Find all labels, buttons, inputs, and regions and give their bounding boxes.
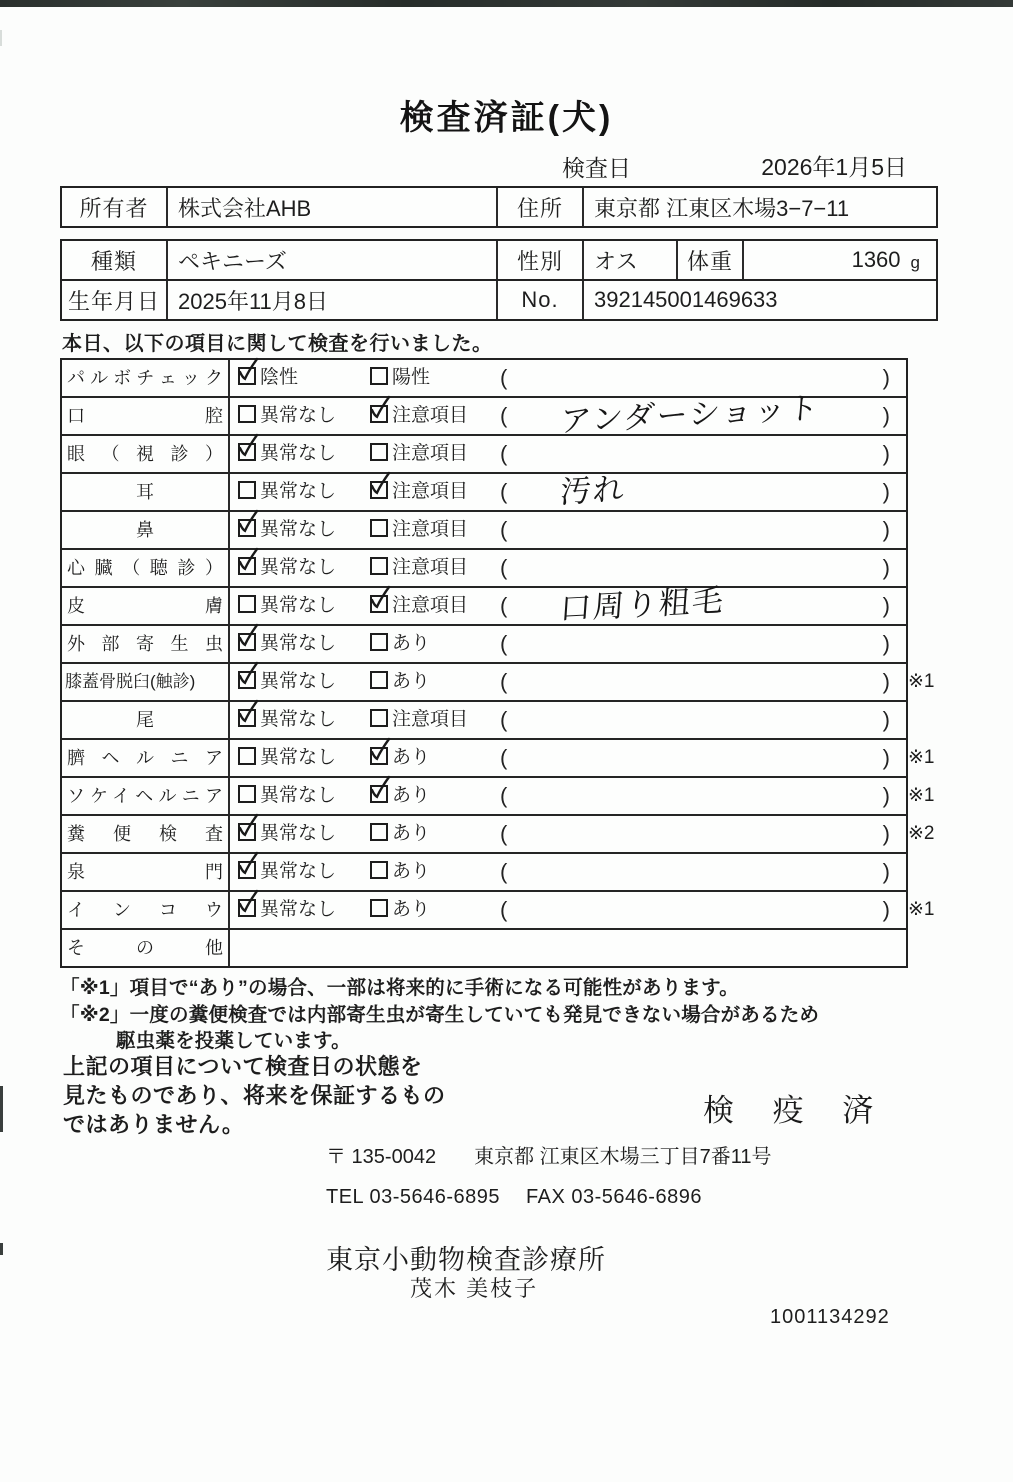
- checkbox-option-unchecked: [238, 778, 336, 814]
- checkbox-option-label: 異常なし: [260, 747, 337, 768]
- inspection-item-label: 糞便検査: [62, 816, 230, 852]
- checkbox-option-label: 異常なし: [260, 481, 337, 502]
- checkbox-option-checked: [238, 550, 336, 586]
- checkbox-icon: [370, 405, 388, 423]
- weight-value-cell: [742, 241, 936, 279]
- checkbox-option-checked: [238, 854, 336, 890]
- inspection-row: [62, 510, 906, 548]
- inspection-row: [62, 624, 906, 662]
- footnote-line: 駆虫薬を投薬しています。: [116, 1030, 351, 1052]
- checkbox-option-label: 注意項目: [392, 709, 469, 730]
- inspection-item-label: 耳: [62, 474, 230, 510]
- inspection-item-label: 外部寄生虫: [62, 626, 230, 662]
- checkbox-option-checked: [370, 588, 468, 624]
- checkbox-icon: [238, 443, 256, 461]
- note-paren-close: ): [882, 783, 890, 808]
- birthdate-label: 生年月日: [67, 288, 160, 314]
- disclaimer-line: 上記の項目について検査日の状態を: [63, 1054, 423, 1079]
- weight-label: 体重: [676, 241, 742, 279]
- note-paren-close: ): [882, 707, 890, 732]
- checkbox-option-checked: [238, 436, 336, 472]
- checkbox-option-unchecked: [370, 664, 430, 700]
- checkbox-option-unchecked: [370, 626, 430, 662]
- handwritten-check-icon: [236, 813, 261, 840]
- handwritten-note: 口周り粗毛: [558, 582, 727, 627]
- inspection-row: [62, 662, 935, 700]
- checkbox-icon: [370, 443, 388, 461]
- checkbox-option-label: 異常なし: [260, 785, 337, 806]
- checkbox-option-checked: [238, 664, 336, 700]
- handwritten-check-icon: [368, 471, 393, 498]
- inspection-item-label: 膝蓋骨脱臼(触診): [62, 664, 230, 700]
- clinic-fax: FAX 03-5646-6896: [526, 1186, 702, 1208]
- checkbox-icon: [238, 823, 256, 841]
- id-number-label: No.: [496, 281, 582, 319]
- note-paren-close: ): [882, 593, 890, 618]
- document-title: 検査済証(犬): [399, 99, 614, 137]
- handwritten-check-icon: [368, 775, 393, 802]
- checkbox-icon: [238, 785, 256, 803]
- note-paren-open: (: [500, 897, 508, 922]
- note-paren-close: ): [882, 669, 890, 694]
- sex-label: 性別: [496, 241, 582, 279]
- checkbox-icon: [370, 557, 388, 575]
- checkbox-option-label: 異常なし: [260, 709, 337, 730]
- inspection-row: [62, 434, 906, 472]
- checkbox-icon: [370, 709, 388, 727]
- checkbox-option-checked: [238, 626, 336, 662]
- checkbox-option-unchecked: [370, 436, 468, 472]
- checkbox-option-unchecked: [370, 550, 468, 586]
- checkbox-icon: [238, 595, 256, 613]
- checkbox-icon: [238, 633, 256, 651]
- inspection-row: [62, 890, 935, 928]
- clinic-postal-code: 〒 135-0042: [326, 1146, 437, 1168]
- note-paren-open: (: [500, 479, 508, 504]
- checkbox-option-label: 注意項目: [392, 519, 469, 540]
- checkbox-option-unchecked: [238, 474, 336, 510]
- inspection-row: [62, 548, 906, 586]
- checkbox-option-unchecked: [238, 740, 336, 776]
- weight-unit: g: [910, 253, 920, 272]
- checkbox-icon: [238, 405, 256, 423]
- checkbox-icon: [238, 899, 256, 917]
- checkbox-icon: [238, 367, 256, 385]
- checkbox-option-label: 異常なし: [260, 899, 337, 920]
- quarantine-stamp-text: 検 疫 済: [703, 1093, 889, 1128]
- checkbox-option-label: 異常なし: [260, 633, 337, 654]
- scan-artifact-edge-mark: [0, 1243, 3, 1255]
- checkbox-option-label: 注意項目: [392, 595, 469, 616]
- inspection-item-label: 眼（視診）: [62, 436, 230, 472]
- checkbox-icon: [238, 557, 256, 575]
- inspection-row: [62, 852, 906, 890]
- id-number-value: 392145001469633: [582, 281, 936, 319]
- checkbox-option-unchecked: [238, 588, 336, 624]
- checkbox-option-label: 注意項目: [392, 405, 469, 426]
- handwritten-note: アンダーショット: [558, 390, 822, 439]
- checkbox-option-label: 異常なし: [260, 405, 337, 426]
- inspection-item-label: 臍ヘルニア: [62, 740, 230, 776]
- checkbox-option-checked: [238, 892, 336, 928]
- exam-date-value: 2026年1月5日: [761, 154, 907, 180]
- note-paren-close: ): [882, 897, 890, 922]
- disclaimer-line: 見たものであり、将来を保証するもの: [63, 1083, 446, 1108]
- birthdate-value: 2025年11月8日: [166, 281, 496, 319]
- inspection-item-label: インコウ: [62, 892, 230, 928]
- inspection-row: [62, 738, 935, 776]
- handwritten-check-icon: [236, 433, 261, 460]
- inspection-item-label: 皮膚: [62, 588, 230, 624]
- checkbox-icon: [370, 861, 388, 879]
- address-value: 東京都 江東区木場3−7−11: [582, 188, 936, 226]
- inspection-table: [60, 358, 935, 968]
- scan-artifact-top-strip: [0, 0, 1013, 7]
- inspection-row: [62, 928, 906, 966]
- handwritten-check-icon: [236, 509, 261, 536]
- checkbox-icon: [370, 785, 388, 803]
- owner-value: 株式会社AHB: [166, 188, 496, 226]
- footnote-line: 「※2」一度の糞便検査では内部寄生虫が寄生していても発見できない場合があるため: [60, 1003, 820, 1026]
- disclaimer-line: ではありません。: [63, 1112, 245, 1137]
- note-paren-open: (: [500, 517, 508, 542]
- note-paren-open: (: [500, 745, 508, 770]
- breed-label: 種類: [90, 248, 137, 274]
- note-paren-close: ): [882, 821, 890, 846]
- note-paren-close: ): [882, 555, 890, 580]
- owner-label: 所有者: [79, 195, 149, 221]
- handwritten-check-icon: [236, 851, 261, 878]
- note-paren-close: ): [882, 365, 890, 390]
- checkbox-option-checked: [238, 360, 298, 396]
- inspection-row: [62, 700, 906, 738]
- inspection-item-label: パルボチェック: [62, 360, 230, 396]
- owner-table: [60, 186, 938, 228]
- checkbox-option-label: 注意項目: [392, 443, 469, 464]
- checkbox-option-checked: [370, 398, 468, 434]
- checkbox-icon: [370, 899, 388, 917]
- inspection-row: [62, 472, 906, 510]
- reference-mark: ※1: [908, 785, 935, 806]
- handwritten-check-icon: [236, 623, 261, 650]
- note-paren-open: (: [500, 783, 508, 808]
- checkbox-option-unchecked: [370, 512, 468, 548]
- checkbox-option-label: あり: [392, 671, 431, 692]
- inspection-row: [62, 776, 935, 814]
- checkbox-icon: [238, 709, 256, 727]
- inspection-item-label: ソケイヘルニア: [62, 778, 230, 814]
- note-paren-open: (: [500, 669, 508, 694]
- checkbox-option-checked: [370, 474, 468, 510]
- note-paren-close: ): [882, 403, 890, 428]
- note-paren-close: ): [882, 631, 890, 656]
- note-paren-open: (: [500, 821, 508, 846]
- inspection-row: [62, 582, 906, 627]
- note-paren-open: (: [500, 403, 508, 428]
- handwritten-check-icon: [368, 737, 393, 764]
- veterinarian-name: 茂木 美枝子: [410, 1276, 539, 1301]
- handwritten-note: 汚れ: [558, 471, 628, 510]
- checkbox-icon: [238, 671, 256, 689]
- checkbox-icon: [370, 481, 388, 499]
- checkbox-option-label: 陽性: [392, 367, 431, 388]
- checkbox-option-unchecked: [370, 816, 430, 852]
- clinic-address: 東京都 江東区木場三丁目7番11号: [474, 1146, 772, 1168]
- footnotes: [60, 975, 819, 1055]
- note-paren-close: ): [882, 859, 890, 884]
- footnote-line: 「※1」項目で“あり”の場合、一部は将来的に手術になる可能性があります。: [60, 977, 739, 999]
- checkbox-icon: [370, 671, 388, 689]
- checkbox-option-label: 注意項目: [392, 557, 469, 578]
- animal-table: [60, 239, 938, 321]
- checkbox-option-label: あり: [392, 823, 431, 844]
- checkbox-option-label: 異常なし: [260, 519, 337, 540]
- note-paren-open: (: [500, 441, 508, 466]
- checkbox-icon: [370, 519, 388, 537]
- scan-artifact-edge-mark: [0, 1086, 3, 1132]
- note-paren-close: ): [882, 441, 890, 466]
- checkbox-option-unchecked: [370, 702, 468, 738]
- checkbox-option-label: 異常なし: [260, 595, 337, 616]
- handwritten-check-icon: [236, 357, 261, 384]
- reference-mark: ※2: [908, 823, 935, 844]
- checkbox-icon: [370, 747, 388, 765]
- checkbox-option-label: 異常なし: [260, 557, 337, 578]
- note-paren-open: (: [500, 707, 508, 732]
- checkbox-option-label: あり: [392, 633, 431, 654]
- inspection-item-label: その他: [62, 930, 230, 966]
- handwritten-check-icon: [368, 585, 393, 612]
- checkbox-option-unchecked: [370, 854, 430, 890]
- checkbox-icon: [370, 633, 388, 651]
- clinic-tel-line: [326, 1186, 702, 1209]
- handwritten-check-icon: [236, 661, 261, 688]
- checkbox-option-label: 陰性: [260, 367, 299, 388]
- inspection-row: [62, 814, 935, 852]
- checkbox-option-label: あり: [392, 785, 431, 806]
- checkbox-option-unchecked: [370, 892, 430, 928]
- checkbox-icon: [370, 367, 388, 385]
- checkbox-icon: [238, 861, 256, 879]
- disclaimer: [63, 1052, 446, 1139]
- note-paren-open: (: [500, 631, 508, 656]
- inspection-item-label: 尾: [62, 702, 230, 738]
- note-paren-open: (: [500, 365, 508, 390]
- sex-value: オス: [582, 241, 676, 279]
- inspection-item-label: 口腔: [62, 398, 230, 434]
- checkbox-option-label: 異常なし: [260, 823, 337, 844]
- inspection-item-label: 心臓（聴診）: [62, 550, 230, 586]
- checkbox-option-label: あり: [392, 747, 431, 768]
- checkbox-option-checked: [370, 778, 430, 814]
- note-paren-open: (: [500, 593, 508, 618]
- note-paren-close: ): [882, 745, 890, 770]
- checkbox-option-checked: [238, 702, 336, 738]
- handwritten-check-icon: [368, 395, 393, 422]
- clinic-tel: TEL 03-5646-6895: [326, 1186, 501, 1208]
- checkbox-option-label: 異常なし: [260, 861, 337, 882]
- reference-mark: ※1: [908, 671, 935, 692]
- scan-artifact-edge-mark: [0, 30, 2, 46]
- checkbox-icon: [238, 747, 256, 765]
- reference-mark: ※1: [908, 899, 935, 920]
- note-paren-close: ): [882, 517, 890, 542]
- checkbox-option-checked: [370, 740, 430, 776]
- clinic-postal-line: [326, 1140, 772, 1169]
- handwritten-check-icon: [236, 547, 261, 574]
- checkbox-option-unchecked: [238, 398, 336, 434]
- inspection-item-label: 鼻: [62, 512, 230, 548]
- checkbox-icon: [370, 595, 388, 613]
- checkbox-option-label: あり: [392, 899, 431, 920]
- serial-number: 1001134292: [770, 1306, 890, 1328]
- weight-value: 1360: [851, 247, 901, 272]
- checkbox-option-label: 異常なし: [260, 443, 337, 464]
- checkbox-option-unchecked: [370, 360, 430, 396]
- handwritten-check-icon: [236, 889, 261, 916]
- checkbox-option-checked: [238, 512, 336, 548]
- reference-mark: ※1: [908, 747, 935, 768]
- clinic-name: 東京小動物検査診療所: [326, 1245, 606, 1275]
- inspection-row: [62, 390, 906, 439]
- checkbox-option-checked: [238, 816, 336, 852]
- checkbox-option-label: あり: [392, 861, 431, 882]
- handwritten-check-icon: [236, 699, 261, 726]
- note-paren-open: (: [500, 555, 508, 580]
- intro-sentence: 本日、以下の項目に関して検査を行いました。: [62, 333, 493, 355]
- checkbox-icon: [370, 823, 388, 841]
- inspection-item-label: 泉門: [62, 854, 230, 890]
- breed-value: ペキニーズ: [166, 241, 496, 279]
- checkbox-option-label: 注意項目: [392, 481, 469, 502]
- exam-date-label: 検査日: [562, 155, 631, 181]
- animal-table-row-birth: [62, 279, 936, 319]
- checkbox-option-label: 異常なし: [260, 671, 337, 692]
- animal-table-row-breed: [62, 241, 936, 279]
- note-paren-open: (: [500, 859, 508, 884]
- note-paren-close: ): [882, 479, 890, 504]
- checkbox-icon: [238, 519, 256, 537]
- address-label: 住所: [496, 188, 582, 226]
- checkbox-icon: [238, 481, 256, 499]
